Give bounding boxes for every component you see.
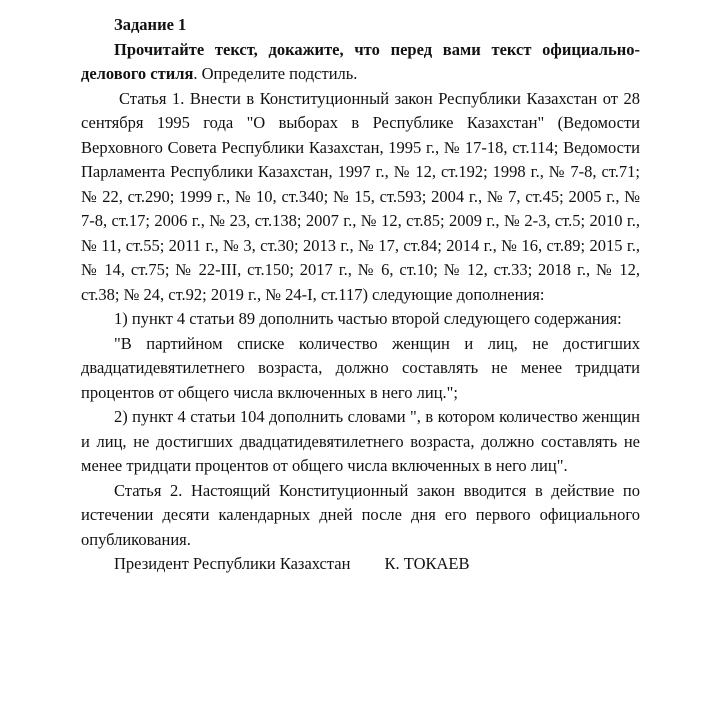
law-article-2: Статья 2. Настоящий Конституционный закон вводится в действие по истечении десяти календарных дней после дня его первого официального опубликования. bbox=[81, 480, 640, 549]
document-page bbox=[81, 13, 640, 577]
task-instruction-regular: . Определите подстиль. bbox=[193, 64, 358, 83]
task-title: Задание 1 bbox=[114, 15, 187, 34]
task-instruction-bold: Прочитайте текст, докажите, что перед вами текст официально-делового стиля bbox=[81, 39, 640, 83]
task-instruction bbox=[81, 38, 640, 87]
law-item-1: 1) пункт 4 статьи 89 дополнить частью второй следующего содержания: bbox=[114, 309, 622, 328]
law-article-1: Статья 1. Внести в Конституционный закон Республики Казахстан от 28 сентября 1995 года "О выборах в Республике Казахстан" (Ведомости Верховного Совета Республики Казахстан, 1995 г., № 17-18, ст.114; Ведомости Парламента Республики Казахстан, 1997 г., № 12, ст.192; 1998 г., № 7-8, ст.71; № 22, ст.290; 1999 г., № 10, ст.340; № 15, ст.593; 2004 г., № 7, ст.45; 2005 г., № 7-8, ст.17; 2006 г., № 23, ст.138; 2007 г., № 12, ст.85; 2009 г., № 2-3, ст.5; 2010 г., № 11, ст.55; 2011 г., № 3, ст.30; 2013 г., № 17, ст.84; 2014 г., № 16, ст.89; 2015 г., № 14, ст.75; № 22-III, ст.150; 2017 г., № 6, ст.10; № 12, ст.33; 2018 г., № 12, ст.38; № 24, ст.92; 2019 г., № 24-I, ст.117) следующие дополнения: bbox=[81, 88, 640, 304]
signature-line bbox=[81, 552, 640, 577]
law-item-2: 2) пункт 4 статьи 104 дополнить словами ", в котором количество женщин и лиц, не достигших двадцатидевятилетнего возраста, должно составлять не менее тридцати процентов от общего числа включенных в него лиц". bbox=[81, 407, 640, 475]
signature-position: Президент Республики Казахстан bbox=[114, 554, 351, 573]
signature-name: К. ТОКАЕВ bbox=[384, 554, 470, 573]
law-item-1-quote: "В партийном списке количество женщин и лиц, не достигших двадцатидевятилетнего возраста, должно составлять не менее тридцати процентов от общего числа включенных в него лиц."; bbox=[81, 333, 640, 402]
